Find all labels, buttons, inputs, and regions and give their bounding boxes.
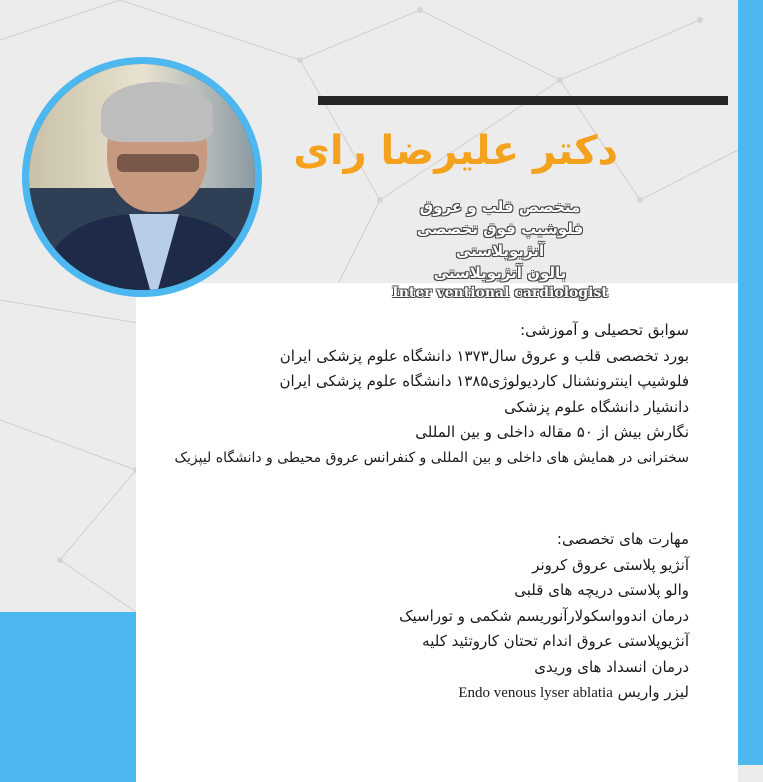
list-item: دانشیار دانشگاه علوم پزشکی <box>504 397 689 416</box>
education-section <box>174 318 689 471</box>
doctor-photo <box>22 57 262 297</box>
list-item <box>399 680 689 707</box>
list-item: بورد تخصصی قلب و عروق سال۱۳۷۳ دانشگاه علوم پزشکی ایران <box>279 346 689 365</box>
skills-section <box>399 527 689 707</box>
list-item: آنژیو پلاستی عروق کرونر <box>532 555 689 574</box>
blue-accent-strip <box>738 0 763 765</box>
header-rule <box>318 96 728 105</box>
list-item-en: Endo venous lyser ablatia <box>458 685 613 701</box>
section-heading: مهارت های تخصصی: <box>556 530 689 548</box>
section-heading: سوابق تحصیلی و آموزشی: <box>520 321 689 339</box>
title-line: متخصص قلب و عروق <box>419 198 581 216</box>
specialty-titles <box>380 196 620 302</box>
list-item: نگارش بیش از ۵۰ مقاله داخلی و بین المللی <box>415 423 689 441</box>
title-english: Inter ventional cardiologist <box>392 285 608 301</box>
list-item: سخنرانی در همایش های داخلی و بین المللی و کنفرانس عروق محیطی و دانشگاه لیپزیک <box>174 449 689 466</box>
list-item: فلوشیپ اینترونشنال کاردیولوژی۱۳۸۵ دانشگاه علوم پزشکی ایران <box>279 372 689 390</box>
list-item: درمان اندوواسکولارآنوریسم شکمی و توراسیک <box>399 606 689 625</box>
doctor-name: دکتر علیرضا رای <box>293 128 618 174</box>
list-item: درمان انسداد های وریدی <box>534 657 689 676</box>
list-item-fa: لیزر واریس <box>617 683 689 701</box>
list-item: آنژیوپلاستی عروق اندام تحتان کاروتئید کلیه <box>422 632 689 650</box>
list-item: والو پلاستی دریچه های قلبی <box>514 581 689 599</box>
title-line: فلوشیپ فوق تخصصی آنژیوپلاستی <box>416 220 584 260</box>
title-line: بالون آنژیوپلاستی <box>433 264 567 282</box>
blue-accent-square <box>0 612 136 782</box>
